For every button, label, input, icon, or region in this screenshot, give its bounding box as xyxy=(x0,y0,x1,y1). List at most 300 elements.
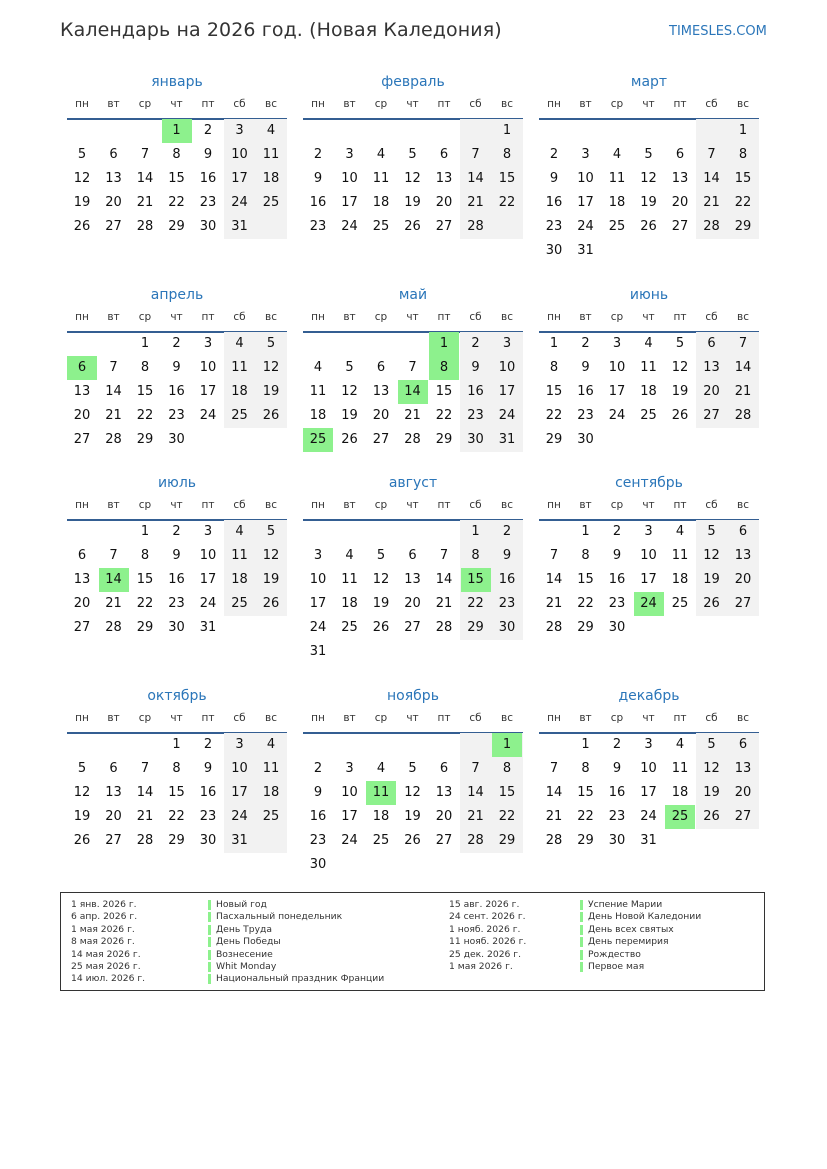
day-cell: 15 xyxy=(435,384,453,399)
weekday-label: вс xyxy=(501,499,513,511)
month-name: октябрь xyxy=(147,688,207,704)
day-cell: 18 xyxy=(309,408,327,423)
weekday-label: пн xyxy=(75,499,89,511)
weekday-label: чт xyxy=(170,499,183,511)
day-cell: 24 xyxy=(640,809,657,824)
day-cell: 29 xyxy=(435,432,453,447)
day-cell: 10 xyxy=(640,761,657,776)
day-cell: 18 xyxy=(231,384,248,399)
weekday-label: сб xyxy=(705,712,718,724)
day-cell: 28 xyxy=(545,833,563,848)
day-cell: 28 xyxy=(545,620,563,635)
day-cell: 31 xyxy=(231,833,248,848)
day-cell: 4 xyxy=(675,737,685,752)
day-cell: 29 xyxy=(467,620,484,635)
day-cell: 2 xyxy=(612,737,622,752)
day-cell: 14 xyxy=(136,171,154,186)
day-cell: 21 xyxy=(703,195,720,210)
legend-dates-left xyxy=(71,899,145,986)
day-cell: 14 xyxy=(467,171,484,186)
day-cell: 19 xyxy=(404,195,421,210)
day-cell: 14 xyxy=(435,572,453,587)
legend-date: 14 мая 2026 г. xyxy=(71,948,141,960)
day-cell: 25 xyxy=(262,809,280,824)
day-cell: 5 xyxy=(77,147,87,162)
day-cell: 8 xyxy=(738,147,748,162)
day-cell: 22 xyxy=(467,596,484,611)
legend-name: Whit Monday xyxy=(208,961,384,973)
weekday-label: сб xyxy=(233,499,246,511)
day-cell: 27 xyxy=(671,219,689,234)
weekday-label: вс xyxy=(737,98,749,110)
day-cell: 18 xyxy=(262,171,280,186)
day-cell: 17 xyxy=(199,572,217,587)
month-name: июль xyxy=(157,475,197,491)
day-cell: 12 xyxy=(404,171,421,186)
day-cell: 8 xyxy=(172,147,181,162)
day-cell: 19 xyxy=(262,384,280,399)
day-cell: 18 xyxy=(372,195,390,210)
day-cell: 5 xyxy=(345,360,354,375)
day-cell: 23 xyxy=(608,809,626,824)
day-cell: 22 xyxy=(545,408,563,423)
month-name: февраль xyxy=(381,74,445,90)
legend-date: 15 авг. 2026 г. xyxy=(449,899,520,910)
day-cell: 14 xyxy=(545,572,563,587)
day-cell: 24 xyxy=(199,408,217,423)
weekday-label: ср xyxy=(138,712,152,724)
day-cell: 15 xyxy=(545,384,563,399)
day-cell: 23 xyxy=(309,219,327,234)
day-cell: 12 xyxy=(671,360,689,375)
day-cell: 19 xyxy=(262,572,280,587)
day-cell: 22 xyxy=(168,809,185,824)
day-cell: 9 xyxy=(471,360,480,375)
day-cell: 13 xyxy=(435,171,453,186)
day-cell: 30 xyxy=(498,620,516,635)
day-cell: 20 xyxy=(734,785,752,800)
day-cell: 13 xyxy=(404,572,421,587)
day-cell: 4 xyxy=(235,524,244,539)
day-cell: 24 xyxy=(341,219,358,234)
weekday-label: пн xyxy=(75,311,89,323)
day-cell: 22 xyxy=(577,596,594,611)
day-cell: 20 xyxy=(435,809,453,824)
weekday-label: вт xyxy=(343,311,356,323)
day-cell: 3 xyxy=(235,123,244,138)
day-cell: 29 xyxy=(168,219,185,234)
day-cell: 5 xyxy=(644,147,653,162)
weekday-label: ср xyxy=(138,499,152,511)
day-cell: 30 xyxy=(168,432,185,447)
weekday-label: пт xyxy=(673,499,687,511)
day-cell: 16 xyxy=(608,572,626,587)
day-cell: 29 xyxy=(168,833,185,848)
day-cell: 5 xyxy=(266,336,276,351)
legend-dates-right xyxy=(449,899,526,973)
day-cell: 24 xyxy=(608,408,626,423)
day-cell: 12 xyxy=(372,572,390,587)
day-cell: 3 xyxy=(235,737,244,752)
day-cell: 8 xyxy=(581,761,590,776)
day-cell: 7 xyxy=(738,336,748,351)
day-cell: 16 xyxy=(498,572,516,587)
day-cell: 27 xyxy=(734,596,752,611)
day-cell: 26 xyxy=(73,833,91,848)
day-cell: 6 xyxy=(77,548,87,563)
weekday-label: вт xyxy=(579,712,592,724)
day-cell: 11 xyxy=(309,384,327,399)
weekday-label: ср xyxy=(374,311,388,323)
weekday-label: ср xyxy=(610,499,624,511)
legend-name: Новый год xyxy=(208,899,384,911)
day-cell: 17 xyxy=(498,384,516,399)
day-cell: 17 xyxy=(640,572,657,587)
day-cell: 6 xyxy=(376,360,386,375)
day-cell: 7 xyxy=(140,147,150,162)
weekday-label: сб xyxy=(469,98,482,110)
day-cell: 7 xyxy=(471,147,480,162)
day-cell: 31 xyxy=(199,620,217,635)
day-cell: 29 xyxy=(734,219,752,234)
day-cell: 3 xyxy=(345,147,354,162)
day-cell: 21 xyxy=(105,596,122,611)
day-cell: 27 xyxy=(404,620,421,635)
day-cell: 3 xyxy=(502,336,512,351)
day-cell: 5 xyxy=(707,524,716,539)
day-cell: 7 xyxy=(707,147,716,162)
day-cell: 20 xyxy=(73,596,91,611)
day-cell: 12 xyxy=(73,171,91,186)
day-cell: 9 xyxy=(502,548,512,563)
legend-date: 25 дек. 2026 г. xyxy=(449,948,522,960)
day-cell: 1 xyxy=(549,336,559,351)
day-cell: 16 xyxy=(199,171,217,186)
day-cell: 10 xyxy=(231,147,248,162)
day-cell: 24 xyxy=(309,620,327,635)
day-cell: 6 xyxy=(408,548,417,563)
weekday-label: чт xyxy=(642,311,655,323)
day-cell: 8 xyxy=(140,548,150,563)
day-cell: 1 xyxy=(581,737,590,752)
weekday-label: вс xyxy=(737,311,749,323)
day-cell: 9 xyxy=(549,171,559,186)
day-cell: 12 xyxy=(262,360,280,375)
day-cell: 4 xyxy=(376,761,386,776)
legend-date: 1 мая 2026 г. xyxy=(449,961,513,973)
day-cell: 15 xyxy=(498,171,516,186)
day-cell: 19 xyxy=(671,384,689,399)
day-cell: 2 xyxy=(313,761,323,776)
day-cell: 7 xyxy=(549,548,559,563)
weekday-label: пт xyxy=(437,712,451,724)
day-cell: 24 xyxy=(341,833,358,848)
day-cell: 27 xyxy=(435,219,453,234)
day-cell: 4 xyxy=(266,123,276,138)
day-cell: 27 xyxy=(734,809,752,824)
day-cell: 8 xyxy=(172,761,181,776)
weekday-label: сб xyxy=(233,311,246,323)
day-cell: 7 xyxy=(408,360,417,375)
weekday-label: сб xyxy=(469,712,482,724)
day-cell: 26 xyxy=(372,620,390,635)
day-cell: 22 xyxy=(498,809,516,824)
holiday-day: 14 xyxy=(99,568,129,592)
weekday-label: вт xyxy=(107,712,120,724)
weekday-label: пн xyxy=(547,499,561,511)
day-cell: 26 xyxy=(341,432,358,447)
holiday-day: 1 xyxy=(162,119,192,143)
day-cell: 16 xyxy=(168,384,185,399)
weekday-label: ср xyxy=(610,712,624,724)
legend-name: Национальный праздник Франции xyxy=(208,973,384,985)
holiday-day: 25 xyxy=(303,428,333,452)
day-cell: 30 xyxy=(577,432,594,447)
weekday-label: чт xyxy=(406,311,419,323)
day-cell: 31 xyxy=(231,219,248,234)
day-cell: 8 xyxy=(140,360,150,375)
weekday-label: ср xyxy=(610,311,624,323)
day-cell: 24 xyxy=(199,596,217,611)
weekday-label: сб xyxy=(469,499,482,511)
weekday-label: вт xyxy=(579,98,592,110)
weekday-label: пн xyxy=(547,712,561,724)
legend-date: 6 апр. 2026 г. xyxy=(71,911,138,923)
page-title: Календарь на 2026 год. (Новая Каледония) xyxy=(60,19,502,41)
site-link[interactable]: TIMESLES.COM xyxy=(669,24,767,39)
day-cell: 8 xyxy=(549,360,559,375)
weekday-label: вс xyxy=(737,712,749,724)
day-cell: 6 xyxy=(439,147,449,162)
legend-date: 11 нояб. 2026 г. xyxy=(449,936,527,948)
day-cell: 11 xyxy=(341,572,358,587)
weekday-label: вс xyxy=(501,311,513,323)
day-cell: 17 xyxy=(231,785,248,800)
day-cell: 17 xyxy=(199,384,217,399)
holiday-day: 6 xyxy=(67,356,97,380)
weekday-label: сб xyxy=(233,712,246,724)
day-cell: 26 xyxy=(671,408,689,423)
day-cell: 9 xyxy=(313,171,323,186)
day-cell: 4 xyxy=(644,336,653,351)
day-cell: 9 xyxy=(203,761,213,776)
day-cell: 5 xyxy=(675,336,685,351)
day-cell: 1 xyxy=(502,123,512,138)
weekday-label: пт xyxy=(673,311,687,323)
weekday-label: пн xyxy=(547,98,561,110)
day-cell: 28 xyxy=(136,219,154,234)
day-cell: 17 xyxy=(341,195,358,210)
day-cell: 29 xyxy=(577,620,594,635)
holiday-day: 24 xyxy=(634,592,664,616)
day-cell: 16 xyxy=(168,572,185,587)
day-cell: 18 xyxy=(671,785,689,800)
day-cell: 30 xyxy=(608,833,626,848)
day-cell: 23 xyxy=(577,408,594,423)
day-cell: 15 xyxy=(577,572,594,587)
day-cell: 1 xyxy=(738,123,748,138)
day-cell: 26 xyxy=(73,219,91,234)
day-cell: 28 xyxy=(734,408,752,423)
day-cell: 26 xyxy=(703,596,720,611)
day-cell: 30 xyxy=(545,243,563,258)
day-cell: 5 xyxy=(376,548,386,563)
day-cell: 1 xyxy=(581,524,590,539)
day-cell: 7 xyxy=(471,761,480,776)
day-cell: 12 xyxy=(703,548,720,563)
weekday-label: чт xyxy=(406,98,419,110)
day-cell: 28 xyxy=(467,219,484,234)
day-cell: 16 xyxy=(199,785,217,800)
weekday-label: ср xyxy=(138,311,152,323)
weekday-label: пт xyxy=(201,499,215,511)
day-cell: 3 xyxy=(203,524,213,539)
legend-names-left xyxy=(208,899,384,986)
day-cell: 25 xyxy=(262,195,280,210)
day-cell: 6 xyxy=(439,761,449,776)
weekday-label: ср xyxy=(610,98,624,110)
day-cell: 17 xyxy=(309,596,327,611)
weekday-label: сб xyxy=(705,98,718,110)
day-cell: 18 xyxy=(231,572,248,587)
weekday-label: сб xyxy=(469,311,482,323)
day-cell: 10 xyxy=(498,360,516,375)
day-cell: 18 xyxy=(372,809,390,824)
weekday-label: пн xyxy=(75,98,89,110)
day-cell: 21 xyxy=(404,408,421,423)
day-cell: 18 xyxy=(671,572,689,587)
weekday-label: вт xyxy=(107,98,120,110)
weekday-label: чт xyxy=(642,712,655,724)
day-cell: 25 xyxy=(372,219,390,234)
holiday-day: 25 xyxy=(665,805,695,829)
day-cell: 7 xyxy=(109,548,118,563)
weekday-label: пт xyxy=(201,311,215,323)
holiday-day: 14 xyxy=(398,380,428,404)
day-cell: 3 xyxy=(644,737,653,752)
day-cell: 6 xyxy=(738,737,748,752)
day-cell: 11 xyxy=(231,360,248,375)
day-cell: 14 xyxy=(545,785,563,800)
day-cell: 18 xyxy=(341,596,358,611)
day-cell: 21 xyxy=(545,809,563,824)
month-name: январь xyxy=(151,74,203,90)
day-cell: 27 xyxy=(105,833,122,848)
day-cell: 30 xyxy=(467,432,484,447)
day-cell: 21 xyxy=(435,596,453,611)
day-cell: 26 xyxy=(703,809,720,824)
day-cell: 9 xyxy=(313,785,323,800)
month-name: август xyxy=(388,475,438,491)
day-cell: 23 xyxy=(608,596,626,611)
day-cell: 26 xyxy=(404,833,421,848)
day-cell: 19 xyxy=(640,195,657,210)
day-cell: 28 xyxy=(703,219,720,234)
legend-date: 24 сент. 2026 г. xyxy=(449,911,526,923)
day-cell: 12 xyxy=(640,171,657,186)
day-cell: 2 xyxy=(203,123,213,138)
weekday-label: чт xyxy=(170,98,183,110)
day-cell: 22 xyxy=(734,195,752,210)
legend-date: 14 июл. 2026 г. xyxy=(71,973,146,985)
day-cell: 1 xyxy=(140,524,150,539)
day-cell: 13 xyxy=(73,572,91,587)
day-cell: 10 xyxy=(577,171,594,186)
day-cell: 10 xyxy=(341,171,358,186)
day-cell: 30 xyxy=(199,219,217,234)
weekday-label: вс xyxy=(501,712,513,724)
day-cell: 14 xyxy=(105,384,122,399)
day-cell: 12 xyxy=(262,548,280,563)
legend-date: 8 мая 2026 г. xyxy=(71,936,135,948)
day-cell: 21 xyxy=(136,809,154,824)
day-cell: 26 xyxy=(404,219,421,234)
weekday-label: вс xyxy=(265,499,277,511)
day-cell: 31 xyxy=(640,833,657,848)
day-cell: 25 xyxy=(640,408,657,423)
legend-name: День Новой Каледонии xyxy=(580,911,701,923)
month-name: сентябрь xyxy=(615,475,683,491)
weekday-label: ср xyxy=(138,98,152,110)
day-cell: 20 xyxy=(671,195,689,210)
day-cell: 31 xyxy=(577,243,594,258)
day-cell: 9 xyxy=(612,548,622,563)
day-cell: 15 xyxy=(136,572,154,587)
day-cell: 18 xyxy=(608,195,626,210)
weekday-label: пт xyxy=(437,499,451,511)
day-cell: 15 xyxy=(498,785,516,800)
day-cell: 21 xyxy=(545,596,563,611)
day-cell: 20 xyxy=(734,572,752,587)
day-cell: 30 xyxy=(168,620,185,635)
weekday-label: вс xyxy=(265,311,277,323)
month-name: декабрь xyxy=(618,688,680,704)
day-cell: 21 xyxy=(467,809,484,824)
legend-date: 25 мая 2026 г. xyxy=(71,961,141,973)
day-cell: 16 xyxy=(608,785,626,800)
month-name: март xyxy=(630,74,668,90)
day-cell: 23 xyxy=(199,809,217,824)
day-cell: 2 xyxy=(581,336,590,351)
legend-name: Успение Марии xyxy=(580,899,701,911)
day-cell: 2 xyxy=(471,336,480,351)
weekday-label: пт xyxy=(201,98,215,110)
day-cell: 13 xyxy=(105,785,122,800)
day-cell: 3 xyxy=(345,761,354,776)
weekday-label: вс xyxy=(501,98,513,110)
day-cell: 19 xyxy=(703,572,720,587)
day-cell: 11 xyxy=(262,761,280,776)
weekday-label: чт xyxy=(170,712,183,724)
day-cell: 13 xyxy=(703,360,720,375)
day-cell: 11 xyxy=(372,171,390,186)
weekday-label: ср xyxy=(374,712,388,724)
day-cell: 21 xyxy=(467,195,484,210)
day-cell: 10 xyxy=(608,360,626,375)
day-cell: 5 xyxy=(266,524,276,539)
weekday-label: сб xyxy=(233,98,246,110)
day-cell: 13 xyxy=(105,171,122,186)
weekday-label: чт xyxy=(642,499,655,511)
day-cell: 14 xyxy=(703,171,720,186)
day-cell: 10 xyxy=(231,761,248,776)
day-cell: 13 xyxy=(435,785,453,800)
day-cell: 8 xyxy=(502,761,512,776)
day-cell: 30 xyxy=(199,833,217,848)
day-cell: 4 xyxy=(612,147,622,162)
day-cell: 17 xyxy=(640,785,657,800)
weekday-label: пн xyxy=(311,712,325,724)
